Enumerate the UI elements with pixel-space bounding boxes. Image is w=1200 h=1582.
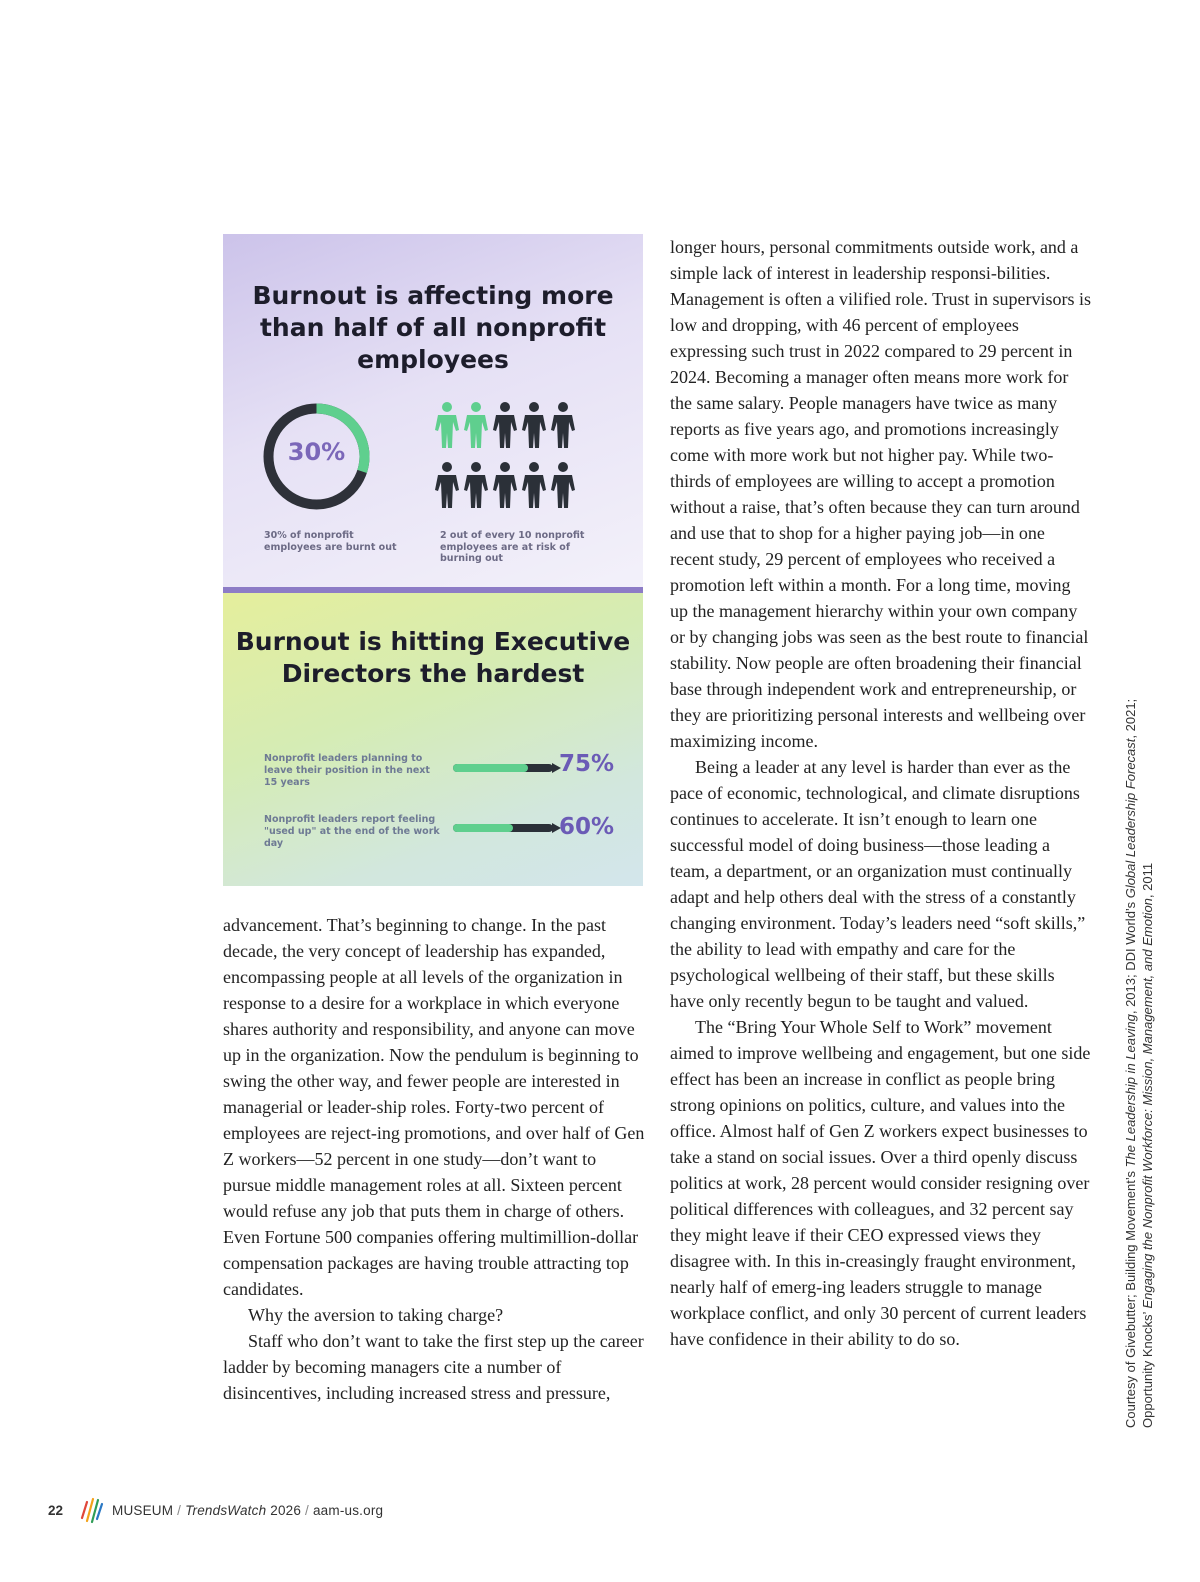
aam-logo-icon xyxy=(78,1494,104,1524)
donut-percent-label: 30% xyxy=(287,438,346,466)
image-credit xyxy=(1122,628,1156,1428)
people-pictogram xyxy=(433,402,579,512)
bar-leaving xyxy=(453,764,553,772)
person-icon xyxy=(522,402,546,448)
paragraph: Staff who don’t want to take the first step up the career ladder by becoming managers cite a number of disincentives, including increased stress and pressure, xyxy=(223,1331,644,1403)
paragraph: advancement. That’s beginning to change. In the past decade, the very concept of leadership has expanded, encompassing people at all levels of the organization in response to a desire for a workplace in which everyone shares authority and responsibility, and anyone can move up in the organization. Now the pendulum is beginning to swing the other way, and fewer people are interested in managerial or leader-ship roles. Forty-two percent of employees are reject-ing promotions, and over half of Gen Z workers—52 percent in one study—don’t want to pursue middle management roles at all. Sixteen percent would refuse any job that puts them in charge of others. Even Fortune 500 companies offering multimillion-dollar compensation packages are having trouble attracting top candidates. xyxy=(223,915,645,1299)
paragraph: The “Bring Your Whole Self to Work” movement aimed to improve wellbeing and engagement, but one side effect has been an increase in conflict as people bring strong opinions on politics, culture, and values into the office. Almost half of Gen Z workers expect businesses to take a stand on social issues. Over a third openly discuss politics at work, 28 percent would consider resigning over political differences with colleagues, and 32 percent say they might leave if their CEO expressed views they disagree with. In this in-creasingly fraught environment, nearly half of emerg-ing leaders struggle to manage workplace conflict, and only 30 percent of current leaders have confidence in their ability to do so. xyxy=(670,1017,1091,1349)
caption-at-risk: 2 out of every 10 nonprofit employees are at risk of burning out xyxy=(440,530,585,564)
person-at-risk-icon xyxy=(464,402,488,448)
trendswatch-name: TrendsWatch xyxy=(185,1503,267,1518)
footer-text: MUSEUM / TrendsWatch 2026 / aam-us.org xyxy=(112,1503,384,1518)
person-at-risk-icon xyxy=(435,402,459,448)
paragraph: longer hours, personal commitments outside work, and a simple lack of interest in leadership responsi-bilities. Management is often a vilified role. Trust in supervisors is low and dropping, with 46 percent of employees expressing such trust in 2022 compared to 29 percent in 2024. Becoming a manager often means more work for the same salary. People managers have twice as many reports as five years ago, and promotions increasingly come with more work but not higher pay. While two-thirds of employees are willing to accept a promotion without a raise, that’s often because they can turn around and use that to shop for a higher paying job—in one recent study, 29 percent of employees who received a promotion left within a month. For a long time, moving up the management hierarchy within your own company or by changing jobs was seen as the best route to financial stability. Now people are often broadening their financial base through independent work and entrepreneurship, or they are prioritizing personal interests and wellbeing over maximizing income. xyxy=(670,237,1091,751)
infographic-title-employees: Burnout is affecting more than half of all nonprofit employees xyxy=(252,281,614,374)
website-link[interactable]: aam-us.org xyxy=(312,1503,384,1518)
person-icon xyxy=(464,462,488,508)
paragraph: Why the aversion to taking charge? xyxy=(248,1305,504,1325)
infographic-title-executives: Burnout is hitting Executive Directors the hardest xyxy=(235,627,631,688)
bar-fill-used-up xyxy=(453,824,513,832)
caption-burnt-out: 30% of nonprofit employees are burnt out xyxy=(264,530,397,553)
burnout-infographic xyxy=(223,234,643,886)
person-icon xyxy=(435,462,459,508)
body-column-right xyxy=(670,234,1092,1352)
body-column-left xyxy=(223,912,645,1406)
bar-value-used-up: 60% xyxy=(559,814,615,840)
credit-line-1: Courtesy of Givebutter; Building Movement’s The Leadership in Leaving, 2013; DDI World’s Global Leadership Forecast, 2021; xyxy=(1123,698,1138,1428)
bar-caption-leaving: Nonprofit leaders planning to leave their position in the next 15 years xyxy=(264,753,430,788)
bar-fill-leaving xyxy=(453,764,528,772)
person-icon xyxy=(493,462,517,508)
person-icon xyxy=(551,462,575,508)
bar-caption-used-up: Nonprofit leaders report feeling "used up" at the end of the work day xyxy=(264,814,440,849)
credit-line-2: Opportunity Knocks’ Engaging the Nonprofit Workforce: Mission, Management, and Emotion, 2011 xyxy=(1140,862,1155,1428)
magazine-name: MUSEUM xyxy=(112,1503,174,1518)
bar-used-up xyxy=(453,824,553,832)
person-icon xyxy=(493,402,517,448)
person-icon xyxy=(522,462,546,508)
bar-value-leaving: 75% xyxy=(559,751,615,777)
paragraph: Being a leader at any level is harder than ever as the pace of economic, technological, and climate disruptions continues to accelerate. It isn’t enough to learn one successful model of doing business—those leading a team, a department, or an organization must continually adapt and help others deal with the stress of a constantly changing environment. Today’s leaders need “soft skills,” the ability to lead with empathy and care for the psychological wellbeing of their staff, but these skills have only recently begun to be taught and valued. xyxy=(670,757,1086,1011)
page-number: 22 xyxy=(48,1503,64,1518)
page-footer xyxy=(48,1500,648,1524)
person-icon xyxy=(551,402,575,448)
